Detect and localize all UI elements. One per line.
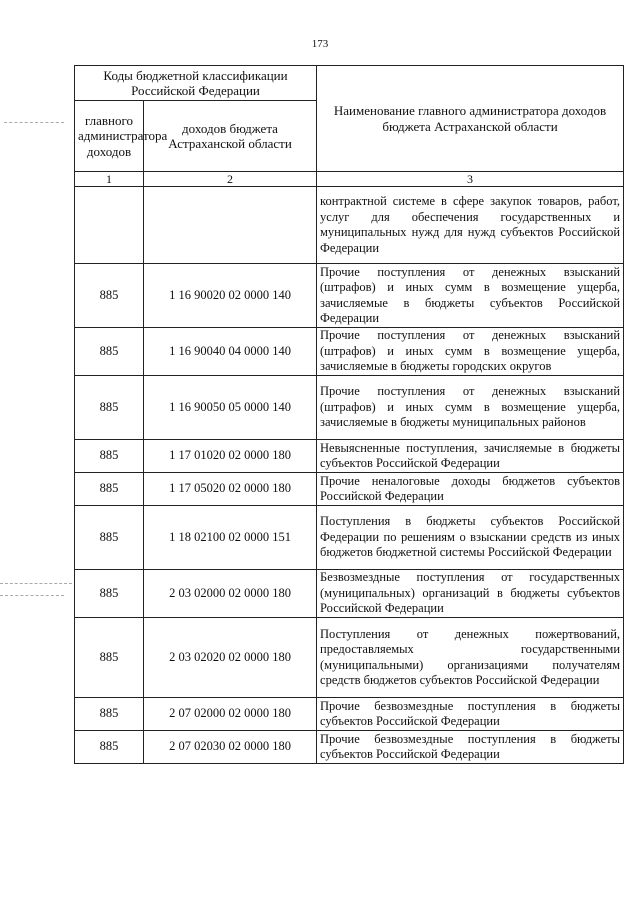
- revenue-code-cell: 2 03 02020 02 0000 180: [144, 618, 317, 698]
- revenue-code-cell: 1 16 90050 05 0000 140: [144, 376, 317, 440]
- revenue-name-cell: Прочие поступления от денежных взысканий (штрафов) и иных сумм в возмещение ущерба, зачисляемые в бюджеты муниципальных районов: [317, 376, 624, 440]
- revenue-code-cell: 1 18 02100 02 0000 151: [144, 506, 317, 570]
- column-numbers-row: [75, 172, 624, 187]
- scan-mark-line: [0, 595, 64, 596]
- admin-code-cell: 885: [75, 618, 144, 698]
- column-number: 1: [75, 172, 144, 187]
- table-row: [75, 570, 624, 618]
- budget-codes-table: [74, 65, 624, 764]
- page-number: 173: [311, 38, 329, 50]
- table-row: [75, 618, 624, 698]
- revenue-name-cell: Поступления в бюджеты субъектов Российской Федерации по решениям о взыскании средств из иных бюджетов бюджетной системы Российской Федерации: [317, 506, 624, 570]
- revenue-name-cell: контрактной системе в сфере закупок товаров, работ, услуг для обеспечения государственных и муниципальных нужд для нужд субъектов Российской Федерации: [317, 187, 624, 264]
- revenue-name-cell: Прочие неналоговые доходы бюджетов субъектов Российской Федерации: [317, 473, 624, 506]
- table-row: [75, 264, 624, 328]
- header-budget-classification-codes: Коды бюджетной классификации Российской Федерации: [75, 66, 317, 101]
- admin-code-cell: 885: [75, 473, 144, 506]
- revenue-code-cell: 2 03 02000 02 0000 180: [144, 570, 317, 618]
- table-row: [75, 731, 624, 764]
- revenue-code-cell: 1 17 01020 02 0000 180: [144, 440, 317, 473]
- revenue-name-cell: Прочие поступления от денежных взысканий (штрафов) и иных сумм в возмещение ущерба, зачисляемые в бюджеты субъектов Российской Федерации: [317, 264, 624, 328]
- table-row: [75, 473, 624, 506]
- admin-code-cell: 885: [75, 570, 144, 618]
- admin-code-cell: 885: [75, 264, 144, 328]
- revenue-code-cell: 1 16 90020 02 0000 140: [144, 264, 317, 328]
- scan-mark-line: [0, 583, 72, 584]
- table-row: [75, 328, 624, 376]
- admin-code-cell: 885: [75, 506, 144, 570]
- revenue-code-cell: 1 17 05020 02 0000 180: [144, 473, 317, 506]
- table-row: [75, 698, 624, 731]
- table-row: [75, 440, 624, 473]
- revenue-code-cell: 1 16 90040 04 0000 140: [144, 328, 317, 376]
- table-row: [75, 187, 624, 264]
- header-administrator-name: Наименование главного администратора доходов бюджета Астраханской области: [317, 66, 624, 172]
- admin-code-cell: 885: [75, 698, 144, 731]
- admin-code-cell: 885: [75, 328, 144, 376]
- admin-code-cell: 885: [75, 376, 144, 440]
- revenue-name-cell: Поступления от денежных пожертвований, предоставляемых государственными (муниципальными) организациями получателям средств бюджетов субъектов Российской Федерации: [317, 618, 624, 698]
- table-row: [75, 506, 624, 570]
- header-main-administrator: главного администратора доходов: [75, 101, 144, 172]
- revenue-code-cell: [144, 187, 317, 264]
- admin-code-cell: 885: [75, 440, 144, 473]
- revenue-name-cell: Прочие поступления от денежных взысканий (штрафов) и иных сумм в возмещение ущерба, зачисляемые в бюджеты городских округов: [317, 328, 624, 376]
- admin-code-cell: 885: [75, 731, 144, 764]
- revenue-name-cell: Прочие безвозмездные поступления в бюджеты субъектов Российской Федерации: [317, 731, 624, 764]
- revenue-name-cell: Невыясненные поступления, зачисляемые в бюджеты субъектов Российской Федерации: [317, 440, 624, 473]
- admin-code-cell: [75, 187, 144, 264]
- table-header-row: [75, 66, 624, 101]
- revenue-code-cell: 2 07 02000 02 0000 180: [144, 698, 317, 731]
- scan-mark-line: [4, 122, 64, 123]
- table-row: [75, 376, 624, 440]
- revenue-name-cell: Прочие безвозмездные поступления в бюджеты субъектов Российской Федерации: [317, 698, 624, 731]
- column-number: 3: [317, 172, 624, 187]
- header-budget-revenue: доходов бюджета Астраханской области: [144, 101, 317, 172]
- revenue-code-cell: 2 07 02030 02 0000 180: [144, 731, 317, 764]
- column-number: 2: [144, 172, 317, 187]
- revenue-name-cell: Безвозмездные поступления от государственных (муниципальных) организаций в бюджеты субъектов Российской Федерации: [317, 570, 624, 618]
